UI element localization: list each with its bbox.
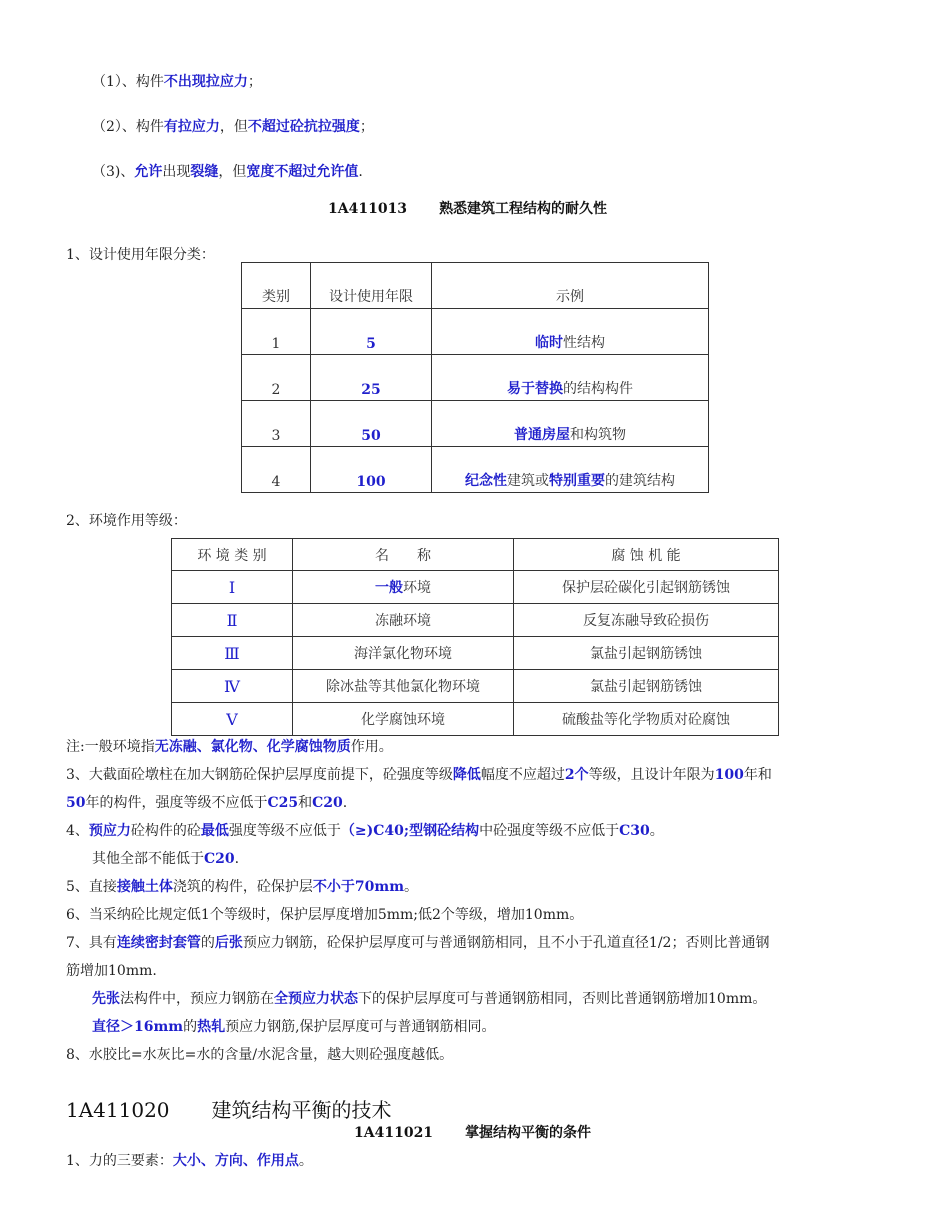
text: 除冰盐等其他氯化物环境 bbox=[326, 679, 480, 695]
header-cell: 示例 bbox=[432, 263, 709, 309]
text: （3)、 bbox=[92, 164, 135, 180]
highlight: 全预应力状态 bbox=[274, 991, 358, 1007]
paragraph-7-line-4 bbox=[92, 1017, 496, 1037]
class-cell: Ⅴ bbox=[172, 703, 293, 736]
class-cell: Ⅳ bbox=[172, 670, 293, 703]
highlight: 有拉应力 bbox=[163, 119, 220, 135]
text: 建筑或 bbox=[507, 473, 549, 489]
text: 浇筑的构件，砼保护层 bbox=[172, 879, 313, 895]
highlight: 不超过砼抗拉强度 bbox=[247, 119, 360, 135]
highlight: 临时 bbox=[535, 335, 563, 351]
section-heading bbox=[328, 199, 607, 219]
highlight: 2个 bbox=[564, 767, 589, 783]
condition-1 bbox=[92, 72, 262, 92]
table-header-row bbox=[172, 539, 779, 571]
category-cell: 4 bbox=[242, 447, 311, 493]
paragraph-7 bbox=[66, 933, 769, 953]
highlight: 先张 bbox=[92, 991, 120, 1007]
highlight: 连续密封套管 bbox=[116, 935, 201, 951]
mechanism-cell: 硫酸盐等化学物质对砼腐蚀 bbox=[514, 703, 779, 736]
paragraph-3-line-2 bbox=[66, 793, 347, 813]
paragraph-7-line-3 bbox=[92, 989, 766, 1009]
highlight: 易于替换 bbox=[507, 381, 563, 397]
table-row bbox=[242, 401, 709, 447]
class-cell: Ⅰ bbox=[172, 571, 293, 604]
paragraph-8: 8、水胶比=水灰比=水的含量/水泥含量，越大则砼强度越低。 bbox=[66, 1047, 454, 1063]
text: ，但 bbox=[219, 119, 248, 135]
category-cell: 1 bbox=[242, 309, 311, 355]
text: 的 bbox=[200, 935, 215, 951]
example-cell bbox=[432, 309, 709, 355]
name-cell bbox=[293, 571, 514, 604]
text: . bbox=[234, 851, 240, 867]
condition-2 bbox=[92, 117, 374, 137]
section-title: 熟悉建筑工程结构的耐久性 bbox=[439, 201, 608, 217]
text: 中砼强度等级不应低于 bbox=[479, 823, 620, 839]
text: . bbox=[358, 164, 363, 180]
text: ； bbox=[247, 74, 262, 90]
text: （1）、构件 bbox=[92, 74, 164, 90]
text: 。 bbox=[298, 1153, 313, 1169]
text: 注:一般环境指 bbox=[66, 739, 155, 755]
table-header-row bbox=[242, 263, 709, 309]
section-title: 掌握结构平衡的条件 bbox=[465, 1125, 592, 1141]
name-cell bbox=[293, 637, 514, 670]
text: 。 bbox=[649, 823, 664, 839]
name-cell bbox=[293, 604, 514, 637]
highlight: C20 bbox=[312, 795, 343, 811]
paragraph-4 bbox=[66, 821, 664, 841]
text: 海洋氯化物环境 bbox=[354, 646, 452, 662]
text: 出现 bbox=[162, 164, 191, 180]
example-cell bbox=[432, 447, 709, 493]
text: 和 bbox=[298, 795, 313, 811]
table-row bbox=[172, 637, 779, 670]
years-cell: 50 bbox=[311, 401, 432, 447]
years-cell: 100 bbox=[311, 447, 432, 493]
text: 下的保护层厚度可与普通钢筋相同，否则比普通钢筋增加10mm。 bbox=[358, 991, 767, 1007]
text: 1、力的三要素： bbox=[66, 1153, 173, 1169]
highlight: 直径＞16mm bbox=[92, 1019, 184, 1035]
text: 环境 bbox=[403, 580, 431, 596]
header-cell: 环 境 类 别 bbox=[172, 539, 293, 571]
section-code: 1A411013 bbox=[328, 201, 408, 217]
highlight: 特别重要 bbox=[549, 473, 605, 489]
table-row bbox=[242, 355, 709, 401]
highlight: C30 bbox=[619, 823, 650, 839]
highlight: 最低 bbox=[200, 823, 229, 839]
item-heading: 1、设计使用年限分类： bbox=[66, 247, 215, 263]
paragraph-7-line-2: 筋增加10mm. bbox=[66, 963, 157, 979]
table-row bbox=[172, 703, 779, 736]
mechanism-cell: 反复冻融导致砼损伤 bbox=[514, 604, 779, 637]
paragraph-6: 6、当采纳砼比规定低1个等级时，保护层厚度增加5mm;低2个等级，增加10mm。 bbox=[66, 907, 584, 923]
paragraph-3 bbox=[66, 765, 772, 785]
text: 的结构构件 bbox=[563, 381, 633, 397]
highlight: 不出现拉应力 bbox=[163, 74, 248, 90]
highlight: 100 bbox=[714, 767, 744, 783]
category-cell: 3 bbox=[242, 401, 311, 447]
class-cell: Ⅱ bbox=[172, 604, 293, 637]
text: 法构件中，预应力钢筋在 bbox=[120, 991, 274, 1007]
highlight: 大小、方向、作用点 bbox=[172, 1153, 299, 1169]
note bbox=[66, 737, 393, 757]
highlight: 纪念性 bbox=[465, 473, 507, 489]
text: 4、 bbox=[66, 823, 89, 839]
years-cell: 25 bbox=[311, 355, 432, 401]
years-cell: 5 bbox=[311, 309, 432, 355]
highlight: 不小于70mm bbox=[312, 879, 405, 895]
highlight: 降低 bbox=[452, 767, 481, 783]
highlight: 接触土体 bbox=[116, 879, 173, 895]
item-heading: 2、环境作用等级： bbox=[66, 513, 187, 529]
name-cell bbox=[293, 670, 514, 703]
highlight: 裂缝 bbox=[190, 164, 219, 180]
text: . bbox=[342, 795, 348, 811]
name-cell bbox=[293, 703, 514, 736]
text: 作用。 bbox=[350, 739, 393, 755]
text: ，但 bbox=[218, 164, 247, 180]
highlight: 后张 bbox=[214, 935, 243, 951]
section-heading bbox=[354, 1123, 591, 1143]
highlight: 无冻融、氯化物、化学腐蚀物质 bbox=[154, 739, 351, 755]
text: 。 bbox=[404, 879, 419, 895]
class-cell: Ⅲ bbox=[172, 637, 293, 670]
text: ； bbox=[359, 119, 374, 135]
highlight: 50 bbox=[66, 795, 86, 811]
highlight: 预应力 bbox=[88, 823, 131, 839]
header-cell: 设计使用年限 bbox=[311, 263, 432, 309]
text: 的建筑结构 bbox=[605, 473, 675, 489]
text: 强度等级不应低于 bbox=[228, 823, 341, 839]
mechanism-cell: 保护层砼碳化引起钢筋锈蚀 bbox=[514, 571, 779, 604]
text: 5、直接 bbox=[66, 879, 117, 895]
text: 预应力钢筋,保护层厚度可与普通钢筋相同。 bbox=[225, 1019, 496, 1035]
chapter-heading bbox=[66, 1098, 392, 1122]
highlight: 宽度不超过允许值 bbox=[246, 164, 359, 180]
text: 3、大截面砼墩柱在加大钢筋砼保护层厚度前提下，砼强度等级 bbox=[66, 767, 453, 783]
text: （2）、构件 bbox=[92, 119, 164, 135]
paragraph-force bbox=[66, 1151, 313, 1171]
text: 的 bbox=[183, 1019, 198, 1035]
highlight: （≥)C40;型钢砼结构 bbox=[340, 823, 480, 839]
chapter-code: 1A411020 bbox=[66, 1098, 170, 1122]
text: 和构筑物 bbox=[570, 427, 626, 443]
highlight: C20 bbox=[204, 851, 235, 867]
highlight: 普通房屋 bbox=[514, 427, 570, 443]
text: 冻融环境 bbox=[375, 613, 431, 629]
table-row bbox=[242, 309, 709, 355]
highlight: 一般 bbox=[375, 580, 403, 596]
chapter-title: 建筑结构平衡的技术 bbox=[211, 1098, 392, 1122]
mechanism-cell: 氯盐引起钢筋锈蚀 bbox=[514, 637, 779, 670]
environment-table bbox=[171, 538, 779, 736]
header-cell: 类别 bbox=[242, 263, 311, 309]
table-row bbox=[172, 670, 779, 703]
text: 等级，且设计年限为 bbox=[588, 767, 715, 783]
condition-3 bbox=[92, 162, 363, 182]
text: 预应力钢筋，砼保护层厚度可与普通钢筋相同，且不小于孔道直径1/2；否则比普通钢 bbox=[242, 935, 770, 951]
highlight: 热轧 bbox=[197, 1019, 226, 1035]
section-code: 1A411021 bbox=[354, 1125, 434, 1141]
text: 7、具有 bbox=[66, 935, 117, 951]
paragraph-5 bbox=[66, 877, 418, 897]
design-life-table bbox=[241, 262, 709, 493]
text: 化学腐蚀环境 bbox=[361, 712, 445, 728]
highlight: C25 bbox=[267, 795, 299, 811]
text: 其他全部不能低于 bbox=[92, 851, 204, 867]
table-row bbox=[172, 571, 779, 604]
table-row bbox=[242, 447, 709, 493]
example-cell bbox=[432, 401, 709, 447]
category-cell: 2 bbox=[242, 355, 311, 401]
text: 年和 bbox=[743, 767, 772, 783]
header-cell: 名 称 bbox=[293, 539, 514, 571]
example-cell bbox=[432, 355, 709, 401]
text: 年的构件，强度等级不应低于 bbox=[85, 795, 268, 811]
highlight: 允许 bbox=[134, 164, 163, 180]
text: 性结构 bbox=[563, 335, 605, 351]
table-row bbox=[172, 604, 779, 637]
text: 砼构件的砼 bbox=[130, 823, 201, 839]
text: 幅度不应超过 bbox=[480, 767, 565, 783]
header-cell: 腐 蚀 机 能 bbox=[514, 539, 779, 571]
mechanism-cell: 氯盐引起钢筋锈蚀 bbox=[514, 670, 779, 703]
paragraph-4-line-2 bbox=[92, 849, 239, 869]
